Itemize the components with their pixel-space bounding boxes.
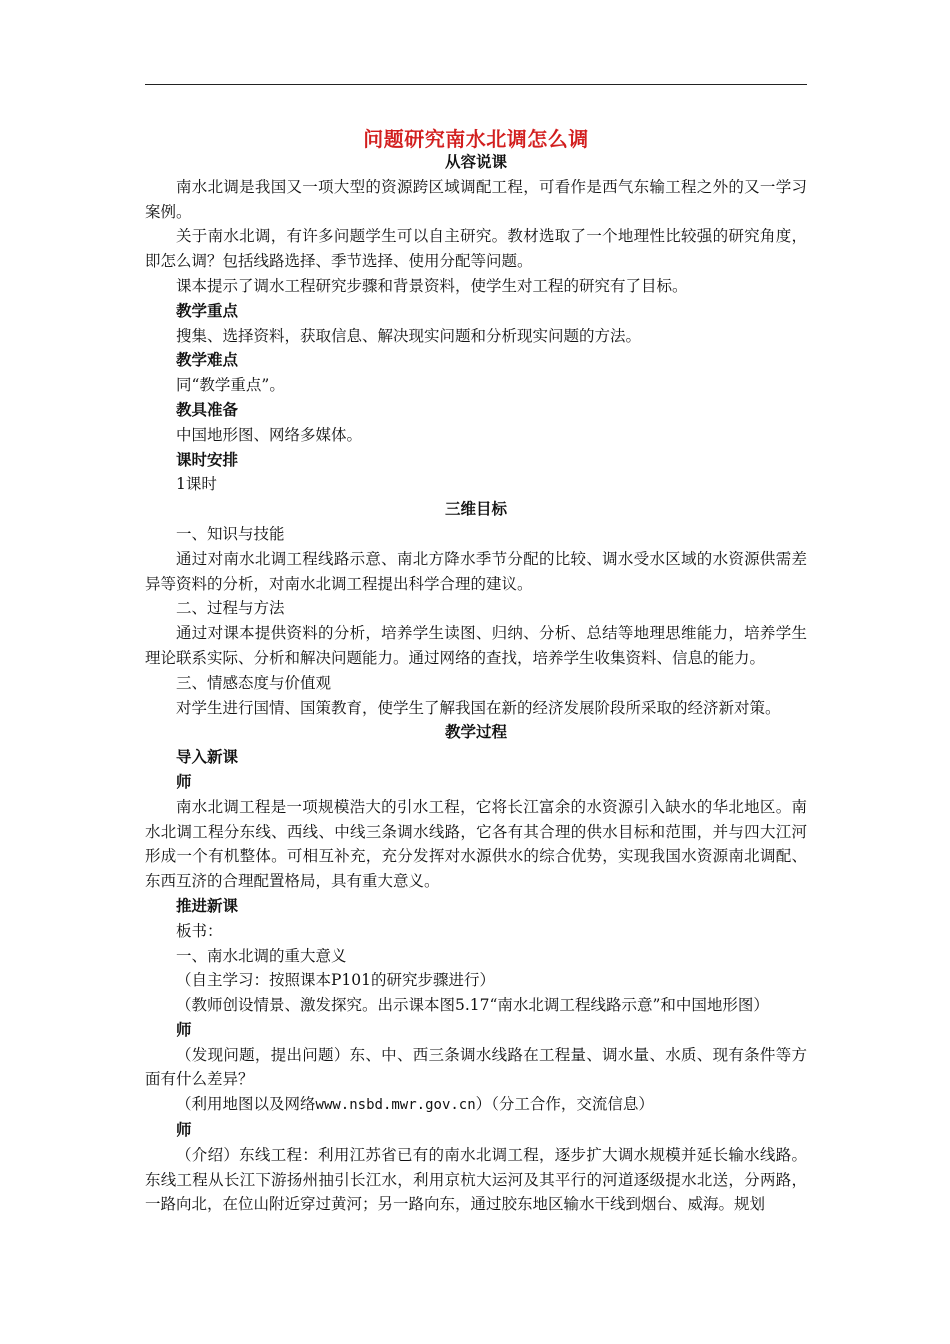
- board-label: 板书：: [176, 921, 223, 940]
- document-title: 问题研究南水北调怎么调: [363, 127, 589, 151]
- process-heading: 教学过程: [444, 722, 507, 742]
- objective-1-title: 一、知识与技能: [176, 524, 285, 543]
- self-study-note: （自主学习：按照课本P101的研究步骤进行）: [176, 971, 496, 990]
- use-map-post: ）（分工合作，交流信息）: [475, 1095, 654, 1114]
- subtitle: 从容说课: [444, 152, 507, 171]
- objective-1-text: 通过对南水北调工程线路示意、南北方降水季节分配的比较、调水受水区域的水资源供需差异等资料的分析，对南水北调工程提出科学合理的建议。: [145, 549, 807, 593]
- teacher-label-1: 师: [176, 771, 192, 791]
- objectives-heading: 三维目标: [444, 499, 507, 519]
- intro-paragraph-1: 南水北调是我国又一项大型的资源跨区域调配工程，可看作是西气东输工程之外的又一学习案例。: [145, 177, 807, 221]
- header-rule: [145, 84, 807, 85]
- use-map-pre: （利用地图以及网络: [176, 1095, 316, 1114]
- east-line-text: （介绍）东线工程：利用江苏省已有的南水北调工程，逐步扩大调水规模并延长输水线路。东线工程从长江下游扬州抽引长江水，利用京杭大运河及其平行的河道逐级提水北送，分两路，一路向北，在位山附近穿过黄河；另一路向东，通过胶东地区输水干线到烟台、威海。规划: [145, 1145, 807, 1214]
- objective-3-title: 三、情感态度与价值观: [176, 673, 332, 692]
- objective-2-text: 通过对课本提供资料的分析，培养学生读图、归纳、分析、总结等地理思维能力，培养学生理论联系实际、分析和解决问题能力。通过网络的查找，培养学生收集资料、信息的能力。: [145, 624, 807, 667]
- teacher-label-3: 师: [176, 1120, 192, 1140]
- key-points-text: 搜集、选择资料，获取信息、解决现实问题和分析现实问题的方法。: [176, 326, 642, 345]
- intro-lesson-text: 南水北调工程是一项规模浩大的引水工程，它将长江富余的水资源引入缺水的华北地区。南水北调工程分东线、西线、中线三条调水线路，它各有其合理的供水目标和范围，并与四大江河形成一个有机整体。可相互补充，充分发挥对水源供水的综合优势，实现我国水资源南北调配、东西互济的合理配置格局，具有重大意义。: [145, 797, 807, 891]
- tools-heading: 教具准备: [176, 399, 239, 419]
- intro-paragraph-3: 课本提示了调水工程研究步骤和背景资料，使学生对工程的研究有了目标。: [176, 276, 688, 295]
- website-link[interactable]: www.nsbd.mwr.gov.cn: [315, 1097, 476, 1114]
- teacher-label-2: 师: [176, 1019, 192, 1039]
- intro-lesson-heading: 导入新课: [176, 747, 239, 767]
- objective-3-text: 对学生进行国情、国策教育，使学生了解我国在新的经济发展阶段所采取的经济新对策。: [176, 698, 781, 717]
- tools-text: 中国地形图、网络多媒体。: [176, 425, 363, 444]
- use-map-note: [145, 1092, 807, 1118]
- board-item-1: 一、南水北调的重大意义: [176, 946, 347, 965]
- objective-2-title: 二、过程与方法: [176, 599, 285, 618]
- document-body: [145, 150, 807, 1217]
- question-text: （发现问题，提出问题）东、中、西三条调水线路在工程量、调水量、水质、现有条件等方面有什么差异？: [145, 1045, 807, 1089]
- difficulties-text: 同“教学重点”。: [176, 376, 285, 395]
- difficulties-heading: 教学难点: [176, 350, 239, 370]
- schedule-text: 1课时: [176, 475, 217, 494]
- key-points-heading: 教学重点: [176, 300, 239, 320]
- advance-lesson-heading: 推进新课: [176, 895, 239, 915]
- teacher-setup-note: （教师创设情景、激发探究。出示课本图5.17“南水北调工程线路示意”和中国地形图）: [176, 996, 769, 1015]
- intro-paragraph-2: 关于南水北调，有许多问题学生可以自主研究。教材选取了一个地理性比较强的研究角度，即怎么调？包括线路选择、季节选择、使用分配等问题。: [145, 227, 807, 271]
- schedule-heading: 课时安排: [176, 449, 239, 469]
